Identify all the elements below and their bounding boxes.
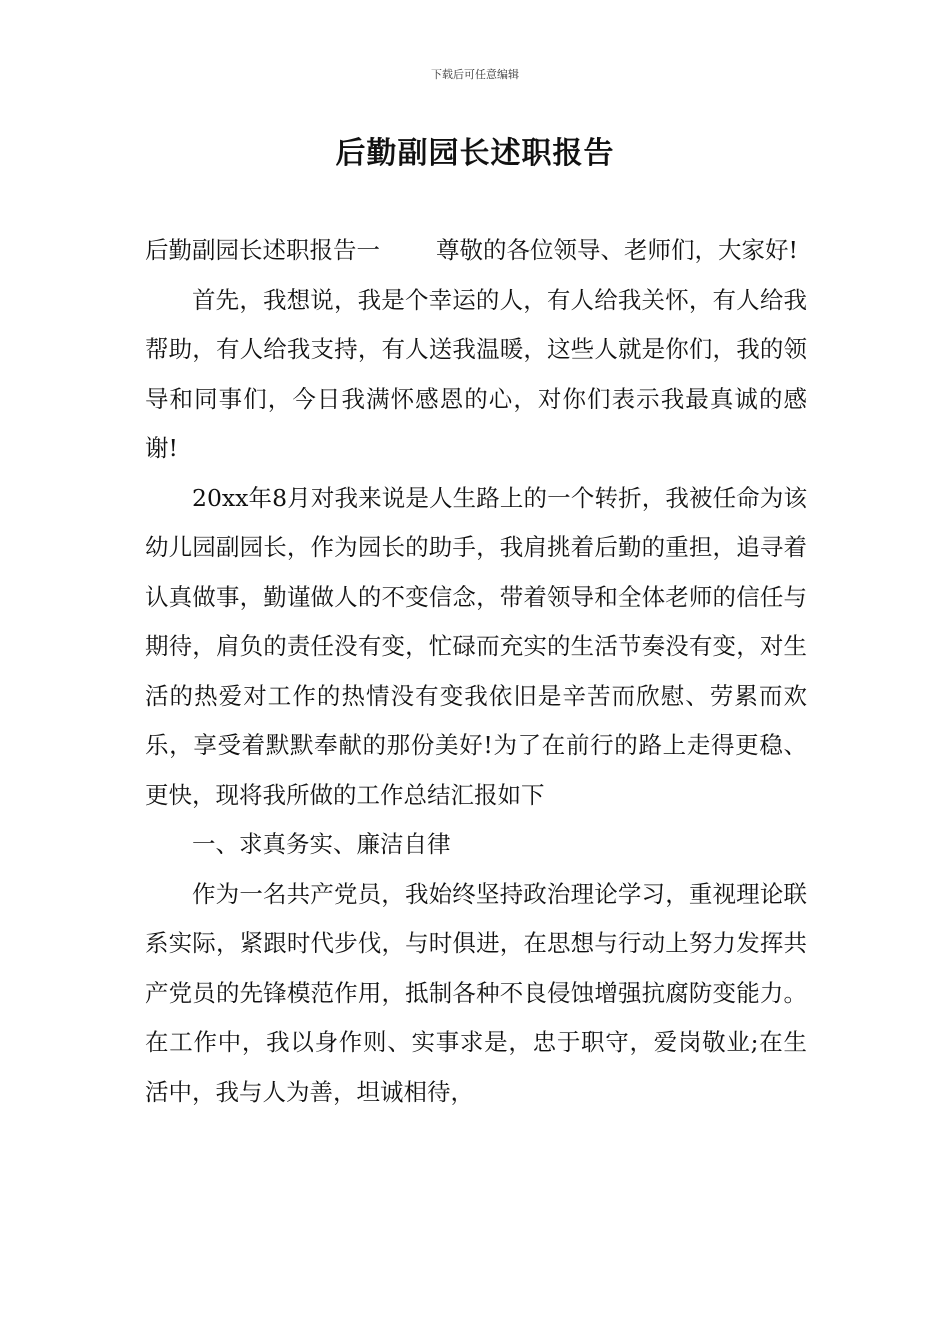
intro-greeting: 尊敬的各位领导、老师们，大家好! <box>436 236 798 264</box>
header-note: 下载后可任意编辑 <box>431 68 519 81</box>
paragraph-appointment: 20xx年8月对我来说是人生路上的一个转折，我被任命为该幼儿园副园长，作为园长的助手，我肩挑着后勤的重担，追寻着认真做事，勤谨做人的不变信念，带着领导和全体老师的信任与期待，肩负的责任没有变，忙碌而充实的生活节奏没有变，对生活的热爱对工作的热情没有变我依旧是辛苦而欣慰、劳累而欢乐，享受着默默奉献的那份美好!为了在前行的路上走得更稳、更快，现将我所做的工作总结汇报如下 <box>145 483 807 809</box>
document-body <box>145 226 807 1117</box>
document-title: 后勤副园长述职报告 <box>335 136 615 171</box>
paragraph-gratitude: 首先，我想说，我是个幸运的人，有人给我关怀，有人给我帮助，有人给我支持，有人送我温暖，这些人就是你们，我的领导和同事们，今日我满怀感恩的心，对你们表示我最真诚的感谢! <box>145 285 807 462</box>
intro-lead: 后勤副园长述职报告一 <box>145 236 380 264</box>
paragraph-intro <box>145 226 807 276</box>
section-heading-1: 一、求真务实、廉洁自律 <box>192 830 451 858</box>
paragraph-party-member: 作为一名共产党员，我始终坚持政治理论学习，重视理论联系实际，紧跟时代步伐，与时俱进，在思想与行动上努力发挥共产党员的先锋模范作用，抵制各种不良侵蚀增强抗腐防变能力。在工作中，我以身作则、实事求是，忠于职守，爱岗敬业;在生活中，我与人为善，坦诚相待， <box>145 879 807 1106</box>
